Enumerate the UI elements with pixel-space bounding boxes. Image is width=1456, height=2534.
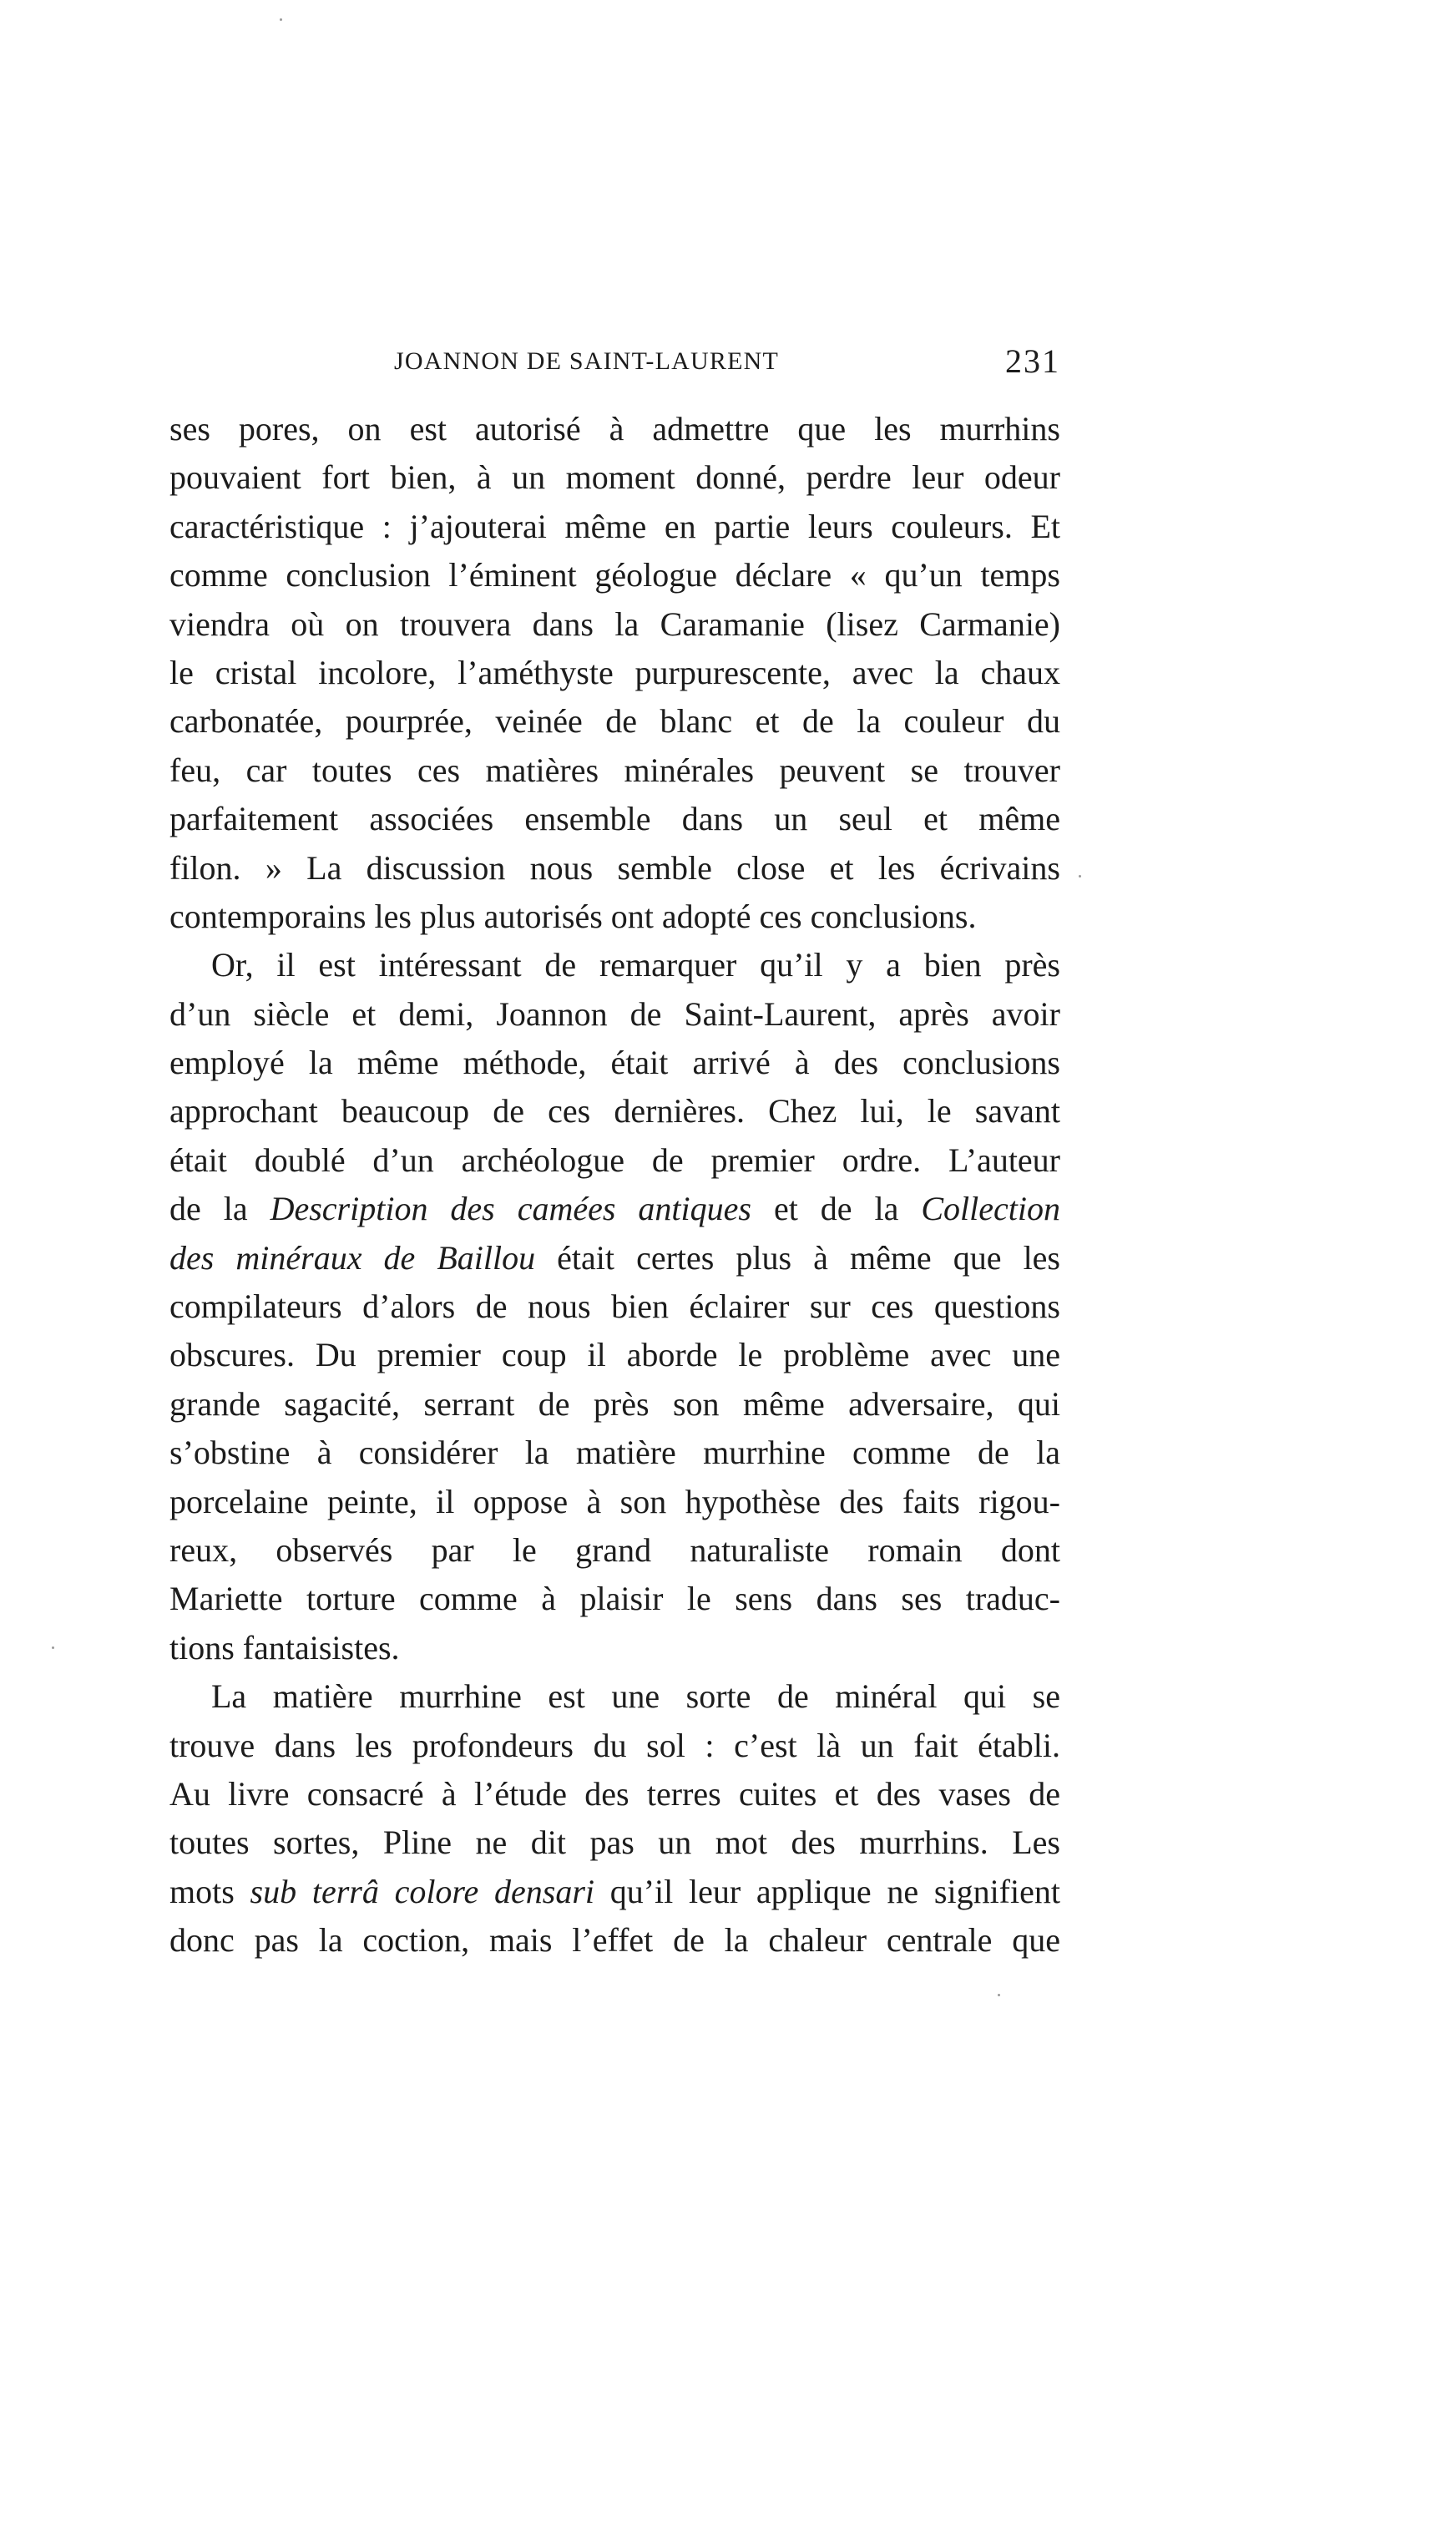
text-line: comme conclusion l’éminent géologue déclare « qu’un temps xyxy=(169,556,1060,594)
text-line: feu, car toutes ces matières minérales peuvent se trouver xyxy=(169,751,1060,789)
text-line: tions fantaisistes. xyxy=(169,1628,400,1667)
text-line: donc pas la coction, mais l’effet de la chaleur centrale que xyxy=(169,1921,1060,1960)
text-line: caractéristique : j’ajouterai même en partie leurs couleurs. Et xyxy=(169,507,1060,545)
text-span: et de la xyxy=(751,1190,922,1228)
text-span: qu’il leur applique ne signifient xyxy=(594,1872,1060,1910)
text-line: Or, il est intéressant de remarquer qu’il y a bien près xyxy=(211,946,1060,984)
text-line: contemporains les plus autorisés ont adopté ces conclusions. xyxy=(169,897,977,935)
book-title-italic: Collection xyxy=(921,1190,1061,1228)
latin-phrase-italic: sub terrâ colore densari xyxy=(250,1872,594,1910)
text-line-with-latin xyxy=(169,1868,1060,1916)
text-line: Mariette torture comme à plaisir le sens dans ses traduc- xyxy=(169,1580,1060,1618)
text-line: obscures. Du premier coup il aborde le problème avec une xyxy=(169,1336,1060,1374)
text-span: était certes plus à même que les xyxy=(535,1238,1061,1277)
page-number: 231 xyxy=(1005,342,1060,380)
text-line: viendra où on trouvera dans la Caramanie (lisez Carmanie) xyxy=(169,604,1060,643)
paper-speck xyxy=(998,1994,1000,1996)
text-line: approchant beaucoup de ces dernières. Chez lui, le savant xyxy=(169,1092,1060,1130)
running-title: JOANNON DE SAINT-LAURENT xyxy=(394,347,780,375)
text-line: carbonatée, pourprée, veinée de blanc et de la couleur du xyxy=(169,702,1060,741)
text-line: était doublé d’un archéologue de premier ordre. L’auteur xyxy=(169,1141,1060,1179)
text-line: grande sagacité, serrant de près son même adversaire, qui xyxy=(169,1384,1060,1423)
paper-speck xyxy=(52,1646,54,1649)
text-line: ses pores, on est autorisé à admettre que les murrhins xyxy=(169,410,1060,448)
text-line: s’obstine à considérer la matière murrhine comme de la xyxy=(169,1434,1060,1472)
paper-speck xyxy=(1079,875,1081,878)
text-line-with-title xyxy=(169,1185,1060,1233)
text-line: toutes sortes, Pline ne dit pas un mot des murrhins. Les xyxy=(169,1823,1060,1862)
text-line: reux, observés par le grand naturaliste romain dont xyxy=(169,1530,1060,1569)
text-line: Au livre consacré à l’étude des terres cuites et des vases de xyxy=(169,1774,1060,1813)
text-line: trouve dans les profondeurs du sol : c’est là un fait établi. xyxy=(169,1726,1060,1764)
text-line: porcelaine peinte, il oppose à son hypothèse des faits rigou- xyxy=(169,1482,1060,1520)
text-line: le cristal incolore, l’améthyste purpurescente, avec la chaux xyxy=(169,653,1060,691)
body-text xyxy=(169,405,1060,1965)
text-line: filon. » La discussion nous semble close et les écrivains xyxy=(169,848,1060,887)
running-head xyxy=(190,341,1060,382)
text-line-with-title xyxy=(169,1234,1060,1282)
paper-speck xyxy=(280,18,282,21)
text-span: mots xyxy=(169,1872,250,1910)
text-line: parfaitement associées ensemble dans un seul et même xyxy=(169,800,1060,838)
book-title-italic: Description des camées antiques xyxy=(270,1190,751,1228)
text-line: La matière murrhine est une sorte de minéral qui se xyxy=(211,1677,1060,1716)
text-span: de la xyxy=(169,1190,270,1228)
text-line: compilateurs d’alors de nous bien éclairer sur ces questions xyxy=(169,1287,1060,1326)
book-title-italic: des minéraux de Baillou xyxy=(169,1238,536,1277)
text-line: pouvaient fort bien, à un moment donné, perdre leur odeur xyxy=(169,458,1060,497)
text-line: employé la même méthode, était arrivé à des conclusions xyxy=(169,1044,1060,1082)
text-line: d’un siècle et demi, Joannon de Saint-Laurent, après avoir xyxy=(169,994,1060,1033)
